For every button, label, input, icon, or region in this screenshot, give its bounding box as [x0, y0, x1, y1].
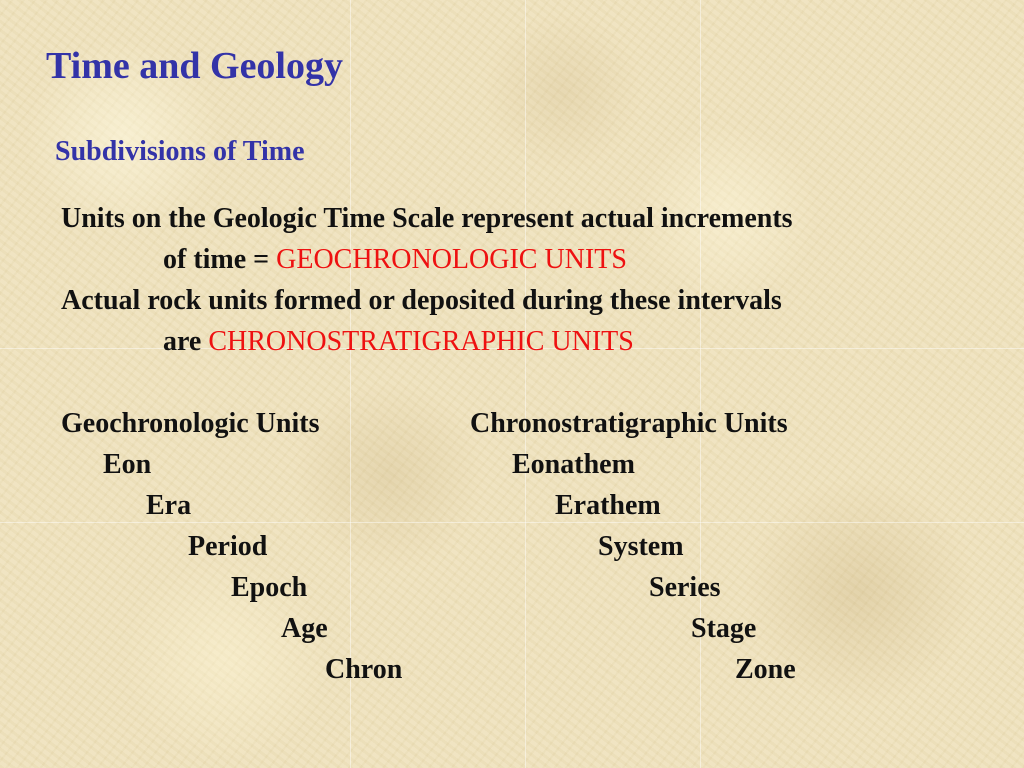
- right-unit-item: Series: [649, 572, 721, 603]
- left-unit-item: Epoch: [231, 572, 308, 603]
- paragraph-2-prefix: are: [163, 326, 209, 357]
- background-seam: [0, 522, 1024, 523]
- left-unit-item: Chron: [325, 654, 403, 685]
- right-unit-item: Erathem: [555, 490, 661, 521]
- left-column-header: Geochronologic Units: [61, 408, 320, 439]
- right-unit-item: Stage: [691, 613, 757, 644]
- background-seam: [350, 0, 351, 768]
- slide-title: Time and Geology: [46, 45, 343, 87]
- left-unit-item: Eon: [103, 449, 152, 480]
- right-unit-item: Eonathem: [512, 449, 635, 480]
- background-seam: [700, 0, 701, 768]
- paragraph-2-line-1: Actual rock units formed or deposited during these intervals: [61, 285, 782, 316]
- slide-subtitle: Subdivisions of Time: [55, 136, 305, 167]
- right-unit-item: Zone: [735, 654, 796, 685]
- right-unit-item: System: [598, 531, 684, 562]
- paragraph-2-line-2: [163, 326, 634, 358]
- chronostratigraphic-units-highlight: CHRONOSTRATIGRAPHIC UNITS: [208, 326, 634, 357]
- paragraph-1-line-2: [163, 244, 627, 276]
- geochronologic-units-highlight: GEOCHRONOLOGIC UNITS: [276, 244, 627, 275]
- paragraph-1-prefix: of time =: [163, 244, 277, 275]
- paragraph-1-line-1: Units on the Geologic Time Scale represent actual increments: [61, 203, 793, 234]
- background-seam: [525, 0, 526, 768]
- right-column-header: Chronostratigraphic Units: [470, 408, 788, 439]
- left-unit-item: Age: [281, 613, 328, 644]
- left-unit-item: Period: [188, 531, 268, 562]
- left-unit-item: Era: [146, 490, 192, 521]
